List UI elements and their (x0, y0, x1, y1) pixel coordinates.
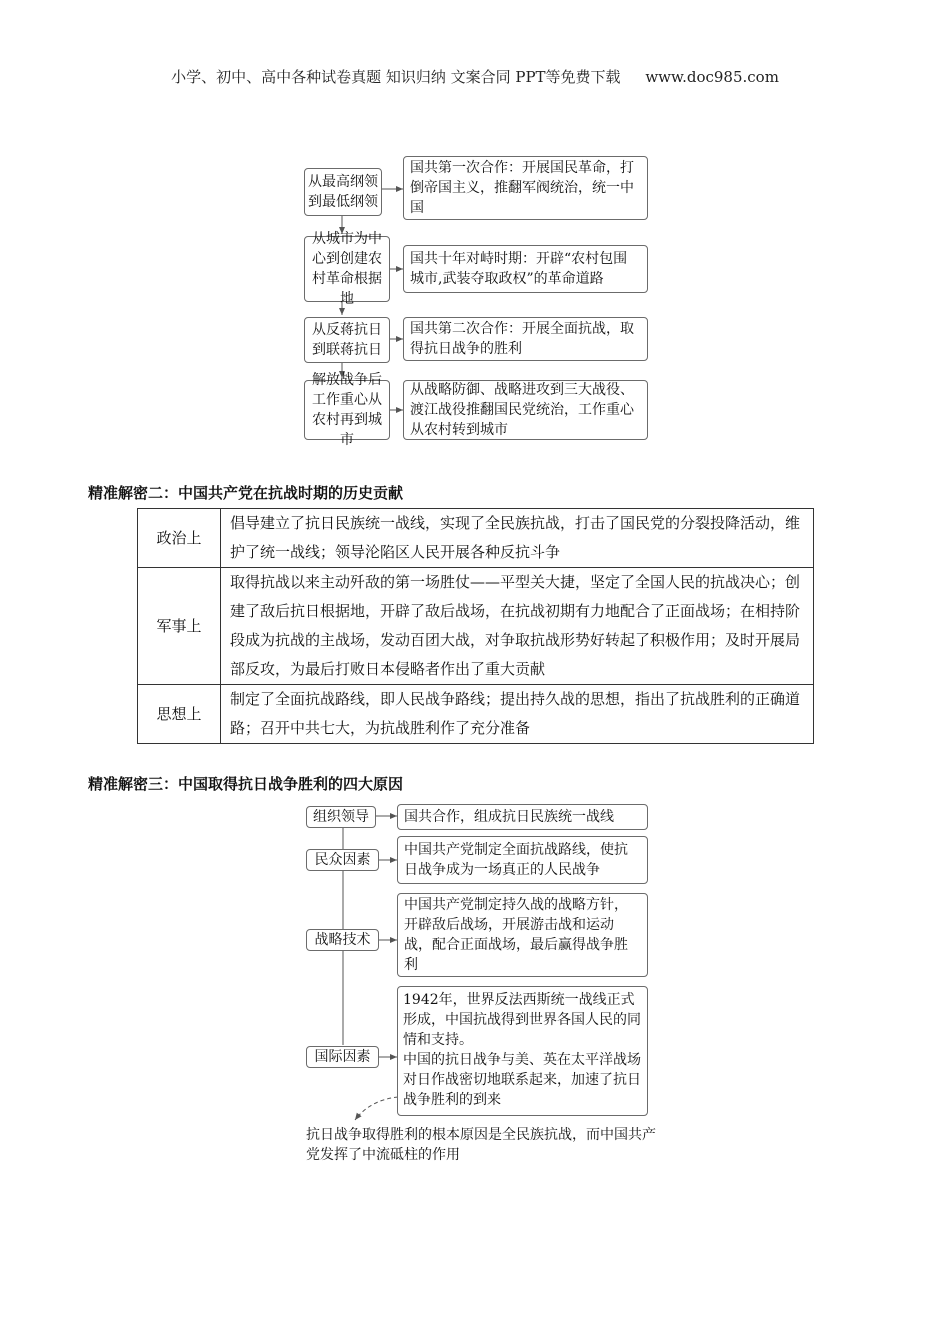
stage-label: 从最高纲领到最低纲领 (308, 174, 378, 210)
detail-text: 国共第一次合作：开展国民革命，打倒帝国主义，推翻军阀统治，统一中国 (410, 160, 634, 216)
factor-detail-box-2 (397, 836, 648, 884)
contribution-table (137, 508, 814, 744)
factor-detail-2: 中国的抗日战争与美、英在太平洋战场对日作战密切地联系起来，加速了抗日战争胜利的到来 (403, 1052, 641, 1108)
factor-detail: 国共合作，组成抗日民族统一战线 (404, 809, 614, 825)
stage-box-2 (304, 231, 390, 307)
stage-box-3 (304, 317, 390, 363)
factor-detail-box-3 (397, 893, 648, 977)
stage-label: 解放战争后工作重心从农村再到城市 (312, 372, 382, 448)
content-cell: 取得抗战以来主动歼敌的第一场胜仗——平型关大捷，坚定了全国人民的抗战决心；创建了敌后抗日根据地，开辟了敌后战场，在抗战初期有力地配合了正面战场；在相持阶段成为抗战的主战场，发动百团大战，对争取抗战形势好转起了积极作用；及时开展局部反攻，为最后打败日本侵略者作出了重大贡献 (221, 568, 814, 685)
section3-title: 精准解密三：中国取得抗日战争胜利的四大原因 (88, 775, 404, 793)
header-text: 小学、初中、高中各种试卷真题 知识归纳 文案合同 PPT等免费下载 (171, 68, 621, 86)
detail-text: 国共十年对峙时期：开辟“农村包围城市,武装夺取政权”的革命道路 (410, 251, 628, 287)
category-cell: 军事上 (138, 568, 221, 685)
content-cell: 制定了全面抗战路线，即人民战争路线；提出持久战的思想，指出了抗战胜利的正确道路；召开中共七大，为抗战胜利作了充分准备 (221, 685, 814, 744)
header-url[interactable]: www.doc985.com (645, 68, 779, 86)
category-cell: 政治上 (138, 509, 221, 568)
factor-detail: 中国共产党制定持久战的战略方针，开辟敌后战场，开展游击战和运动战，配合正面战场，最后赢得战争胜利 (404, 897, 628, 973)
factor-label: 国际因素 (314, 1049, 371, 1065)
detail-box-1 (403, 156, 648, 220)
stage-box-4 (304, 372, 390, 448)
detail-text: 国共第二次合作：开展全面抗战，取得抗日战争的胜利 (410, 321, 634, 357)
factor-label: 民众因素 (314, 852, 371, 868)
factor-detail: 中国共产党制定全面抗战路线，使抗日战争成为一场真正的人民战争 (404, 842, 628, 878)
detail-box-2 (403, 245, 648, 293)
detail-text: 从战略防御、战略进攻到三大战役、渡江战役推翻国民党统治，工作重心从农村转到城市 (410, 382, 634, 438)
table-row (138, 685, 814, 744)
factor-detail-box-4 (397, 986, 648, 1116)
factor-label-box-4 (306, 1046, 379, 1068)
table-row (138, 509, 814, 568)
content-cell: 倡导建立了抗日民族统一战线，实现了全民族抗战，打击了国民党的分裂投降活动，维护了统一战线；领导沦陷区人民开展各种反抗斗争 (221, 509, 814, 568)
section2-title: 精准解密二：中国共产党在抗战时期的历史贡献 (88, 484, 404, 502)
stage-label: 从反蒋抗日到联蒋抗日 (312, 322, 382, 358)
detail-box-4 (403, 380, 648, 440)
table-row (138, 568, 814, 685)
conclusion-arrow (355, 1097, 398, 1120)
factor-label: 组织领导 (313, 809, 369, 825)
factor-label-box-2 (306, 849, 379, 871)
factor-label-box-3 (306, 929, 379, 951)
factor-detail-box-1 (397, 804, 648, 830)
factor-detail: 1942年，世界反法西斯统一战线正式形成，中国抗战得到世界各国人民的同情和支持。 (403, 992, 641, 1048)
factor-label: 战略技术 (314, 932, 371, 948)
factor-label-box-1 (306, 806, 376, 828)
detail-box-3 (403, 317, 648, 361)
stage-box-1 (304, 168, 382, 216)
category-cell: 思想上 (138, 685, 221, 744)
stage-label: 从城市为中心到创建农村革命根据地 (312, 231, 382, 307)
conclusion-text: 抗日战争取得胜利的根本原因是全民族抗战，而中国共产党发挥了中流砥柱的作用 (306, 1127, 656, 1163)
